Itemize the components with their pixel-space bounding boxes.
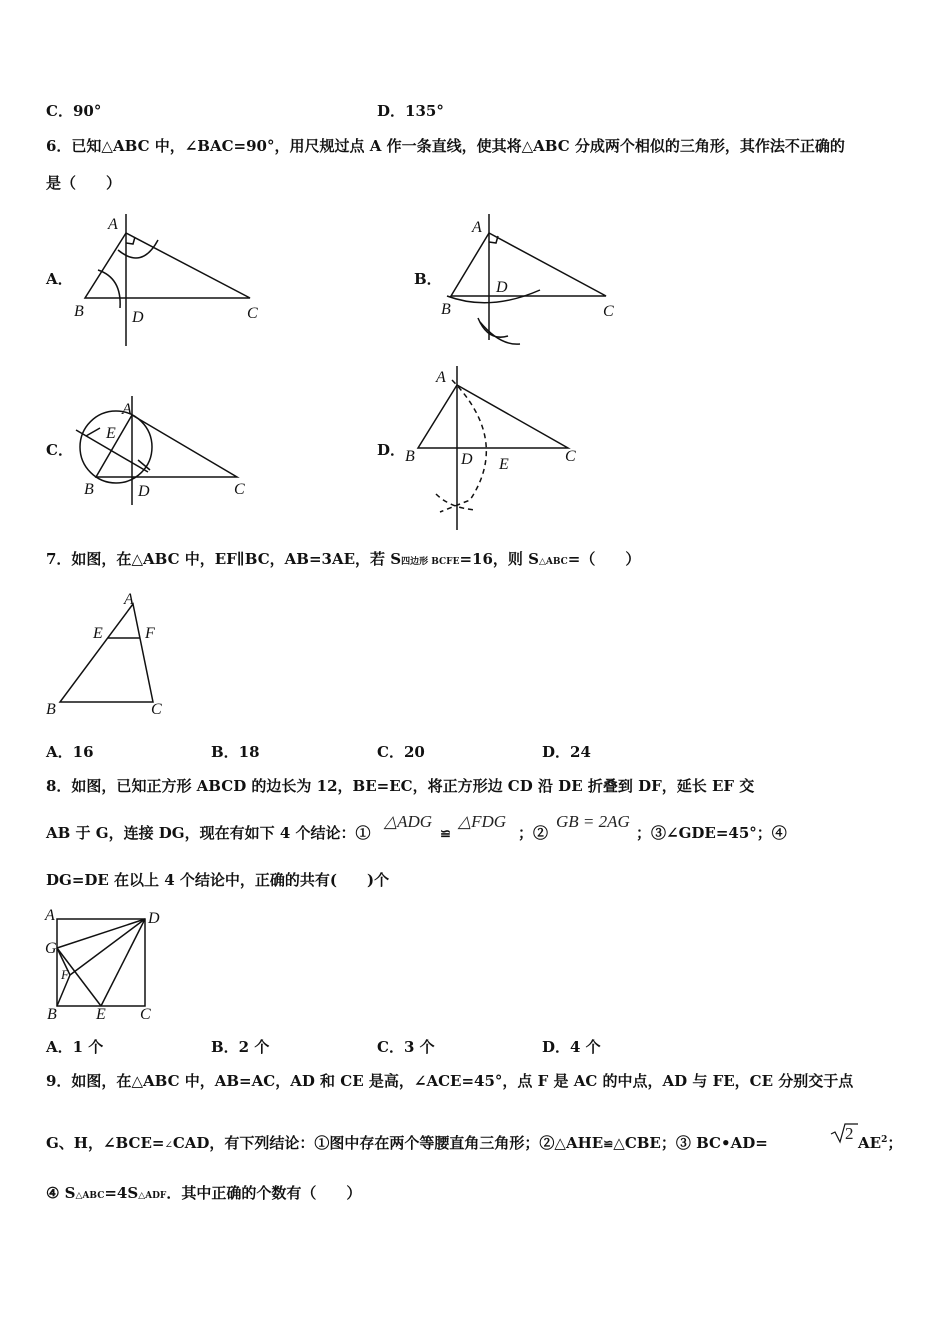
q9-line3-a: ④ S	[46, 1184, 76, 1202]
q8-option-c[interactable]: C．3 个	[377, 1038, 435, 1056]
q8-math-fdg: △FDG	[458, 812, 507, 831]
q9-stem-line1: 9．如图，在△ABC 中，AB=AC，AD 和 CE 是高，∠ACE=45°，点 F 是 AC 的中点，AD 与 FE，CE 分别交于点	[46, 1072, 854, 1090]
q8-math-adg: △ADG	[384, 812, 433, 831]
q7-stem-mid: =16，则 S	[459, 550, 539, 568]
q6c-label-e: E	[106, 425, 116, 442]
q6a-label-d: D	[132, 309, 144, 326]
q9-sqrt-num: 2	[845, 1124, 854, 1143]
q6a-label-b: B	[74, 303, 84, 320]
q8-label-g: G	[45, 940, 57, 957]
q7-stem-sub1: 四边形 BCFE	[401, 557, 460, 567]
q6d-label-e: E	[499, 456, 509, 473]
q6c-label-d: D	[138, 483, 150, 500]
q9-line3-sub2: △ADF	[138, 1191, 167, 1201]
q9-line2-cont: CAD，有下列结论：①图中存在两个等腰直角三角形；②△AHE	[172, 1134, 604, 1152]
q6a-label-c: C	[247, 305, 258, 322]
q8-math-congruent: ≌	[440, 827, 451, 842]
q7-stem-sub2: △ABC	[538, 557, 568, 567]
q9-tail: ；	[887, 1134, 903, 1152]
q9-stem-line3	[46, 1186, 361, 1201]
q8-stem-line1: 8．如图，已知正方形 ABCD 的边长为 12，BE=EC，将正方形边 CD 沿 DE 折叠到 DF，延长 EF 交	[46, 777, 755, 795]
q7-option-a[interactable]: A．16	[46, 743, 94, 761]
q6d-label-c: C	[565, 448, 576, 465]
q9-line2-angle: ∠	[164, 1140, 173, 1151]
q8-label-d: D	[148, 910, 160, 927]
q7-label-e: E	[93, 625, 103, 642]
q7-option-b[interactable]: B．18	[211, 743, 260, 761]
q6-option-a-label[interactable]: A．	[46, 270, 73, 288]
q8-math-gb: GB = 2AG	[556, 812, 630, 831]
q8-stem-line2-start: AB 于 G，连接 DG，现在有如下 4 个结论：①	[46, 824, 371, 842]
q7-option-c[interactable]: C．20	[377, 743, 425, 761]
q8-label-c: C	[140, 1006, 151, 1023]
q6b-label-b: B	[441, 301, 451, 318]
q6-option-c-label[interactable]: C．	[46, 441, 73, 459]
q6c-label-a: A	[122, 401, 132, 418]
q5-option-c[interactable]: C．90°	[46, 102, 102, 120]
q6-option-b-label[interactable]: B．	[414, 270, 442, 288]
q9-line3-sub1: △ABC	[75, 1191, 105, 1201]
q8-option-d[interactable]: D．4 个	[542, 1038, 601, 1056]
q9-line3-b: =4S	[104, 1184, 139, 1202]
q9-ae: AE	[858, 1134, 882, 1152]
q7-label-f: F	[145, 625, 155, 642]
q6b-label-a: A	[472, 219, 482, 236]
q9-line2-end	[858, 1136, 902, 1151]
q8-option-b[interactable]: B．2 个	[211, 1038, 270, 1056]
q9-line2-cont2: △CBE；③ BC•AD=	[613, 1134, 768, 1152]
q9-sup2: 2	[881, 1135, 888, 1145]
q6b-label-d: D	[496, 279, 508, 296]
q6-stem-line2: 是（ ）	[46, 174, 122, 192]
q6-stem-line1: 6．已知△ABC 中，∠BAC=90°，用尺规过点 A 作一条直线，使其将△ABC 分成两个相似的三角形，其作法不正确的	[46, 137, 845, 155]
q8-label-b: B	[47, 1006, 57, 1023]
q8-sep2: ；③∠GDE=45°；④	[636, 824, 787, 842]
q8-sep1: ；②	[518, 824, 549, 842]
q9-line3-c: ．其中正确的个数有（ ）	[166, 1184, 362, 1202]
q7-label-c: C	[151, 701, 162, 718]
q6c-label-c: C	[234, 481, 245, 498]
q6d-label-a: A	[436, 369, 446, 386]
q8-option-a[interactable]: A．1 个	[46, 1038, 104, 1056]
q7-stem-end: =（ ）	[567, 550, 641, 568]
q7-option-d[interactable]: D．24	[542, 743, 591, 761]
q8-label-f: F	[61, 967, 69, 982]
q8-label-e: E	[96, 1006, 106, 1023]
q6a-label-a: A	[108, 216, 118, 233]
q9-line2-cong: ≌	[603, 1137, 614, 1151]
q5-option-d[interactable]: D．135°	[377, 102, 444, 120]
q6d-label-b: B	[405, 448, 415, 465]
q6-option-d-label[interactable]: D．	[377, 441, 406, 459]
q9-line2-start: G、H，∠BCE=	[46, 1134, 165, 1152]
q6c-label-b: B	[84, 481, 94, 498]
q8-label-a: A	[45, 907, 55, 924]
q6d-label-d: D	[461, 451, 473, 468]
q7-label-b: B	[46, 701, 56, 718]
q7-label-a: A	[124, 591, 134, 608]
q7-stem-main: 7．如图，在△ABC 中，EF∥BC，AB=3AE，若 S	[46, 550, 402, 568]
q6b-label-c: C	[603, 303, 614, 320]
q8-stem-line3: DG=DE 在以上 4 个结论中，正确的共有( )个	[46, 871, 390, 889]
